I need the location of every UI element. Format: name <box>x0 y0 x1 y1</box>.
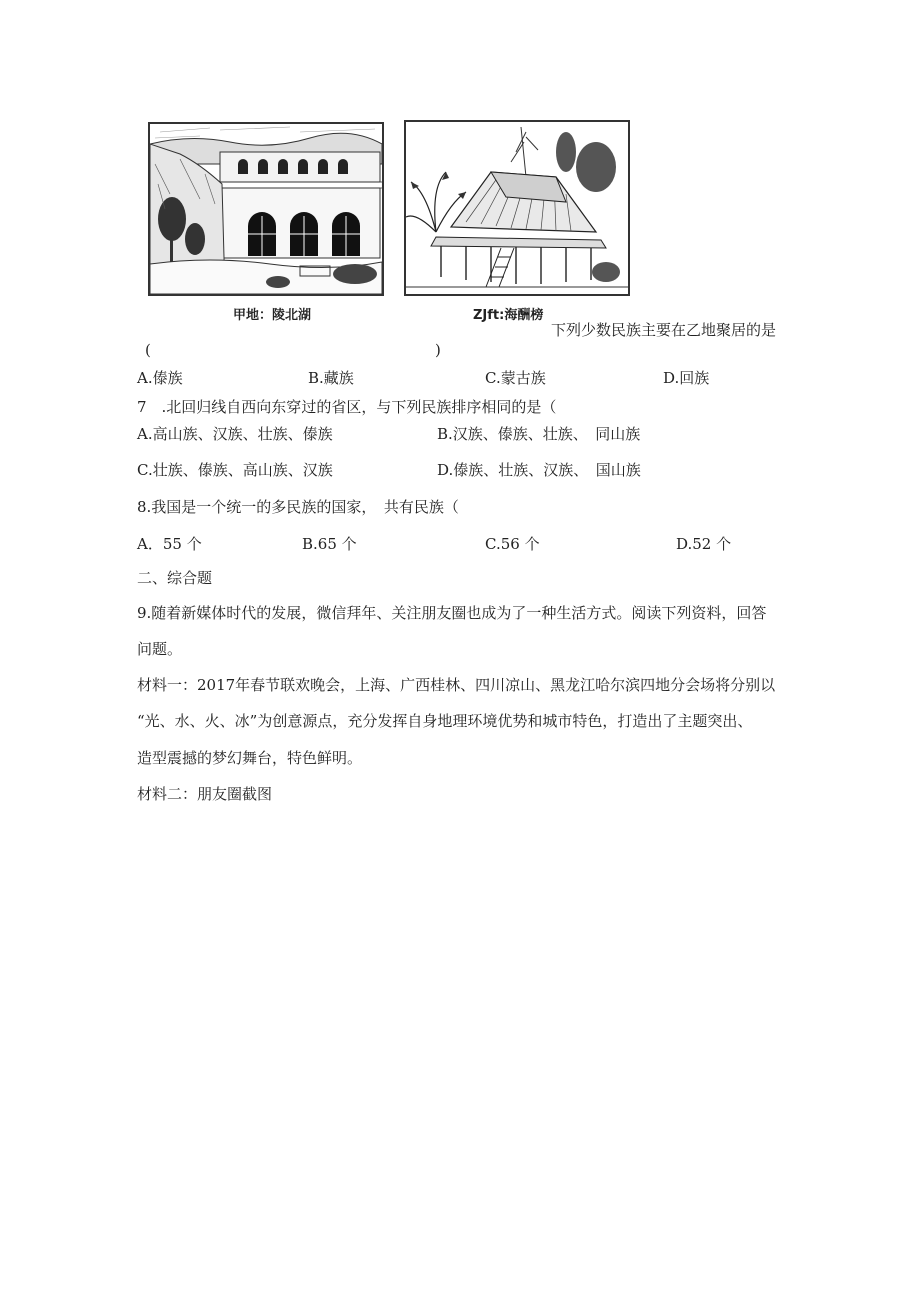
q9-line-2: 问题。 <box>137 640 183 658</box>
q6-option-a: A.傣族 <box>137 369 183 387</box>
cave-dwelling-illustration <box>150 124 382 294</box>
q6-paren-open: ( <box>145 341 151 359</box>
q9-material1-line-3: 造型震撼的梦幻舞台，特色鲜明。 <box>137 749 363 767</box>
q6-option-d: D.回族 <box>663 369 710 387</box>
q7-option-a: A.高山族、汉族、壮族、傣族 <box>137 425 333 443</box>
q7-option-d: D.傣族、壮族、汉族、 国山族 <box>437 461 641 479</box>
figure-right-caption: ZJft:海酬榜 <box>473 308 544 323</box>
q9-material2: 材料二：朋友圈截图 <box>137 785 273 803</box>
q8-option-a: A．55 个 <box>137 535 202 553</box>
stilt-house-illustration <box>406 122 628 294</box>
q8-option-b: B.65 个 <box>302 535 357 553</box>
q8-stem: 8.我国是一个统一的多民族的国家， 共有民族（ <box>137 498 459 516</box>
q8-option-d: D.52 个 <box>676 535 732 553</box>
figure-left-caption: 甲地：陵北湖 <box>233 308 312 323</box>
section-heading: 二、综合题 <box>137 569 213 587</box>
q6-option-b: B.藏族 <box>308 369 354 387</box>
q9-material1-line-2: “光、水、火、冰”为创意源点，充分发挥自身地理环境优势和城市特色，打造出了主题突出、 <box>137 712 753 730</box>
q9-material1-line-1: 材料一：2017年春节联欢晚会，上海、广西桂林、四川凉山、黑龙江哈尔滨四地分会场将分别以 <box>137 676 776 694</box>
q7-option-c: C.壮族、傣族、高山族、汉族 <box>137 461 333 479</box>
q6-paren-close: ) <box>435 341 441 359</box>
figure-left-cave-dwellings <box>148 122 384 296</box>
q8-option-c: C.56 个 <box>485 535 540 553</box>
q6-option-c: C.蒙古族 <box>485 369 546 387</box>
q7-option-b: B.汉族、傣族、壮族、 同山族 <box>437 425 641 443</box>
q7-stem: 7 .北回归线自西向东穿过的省区，与下列民族排序相同的是（ <box>137 398 557 416</box>
q9-line-1: 9.随着新媒体时代的发展，微信拜年、关注朋友圈也成为了一种生活方式。阅读下列资料，回答 <box>137 604 767 622</box>
figure-right-stilt-house <box>404 120 630 296</box>
q6-stem: 下列少数民族主要在乙地聚居的是 <box>551 321 777 339</box>
